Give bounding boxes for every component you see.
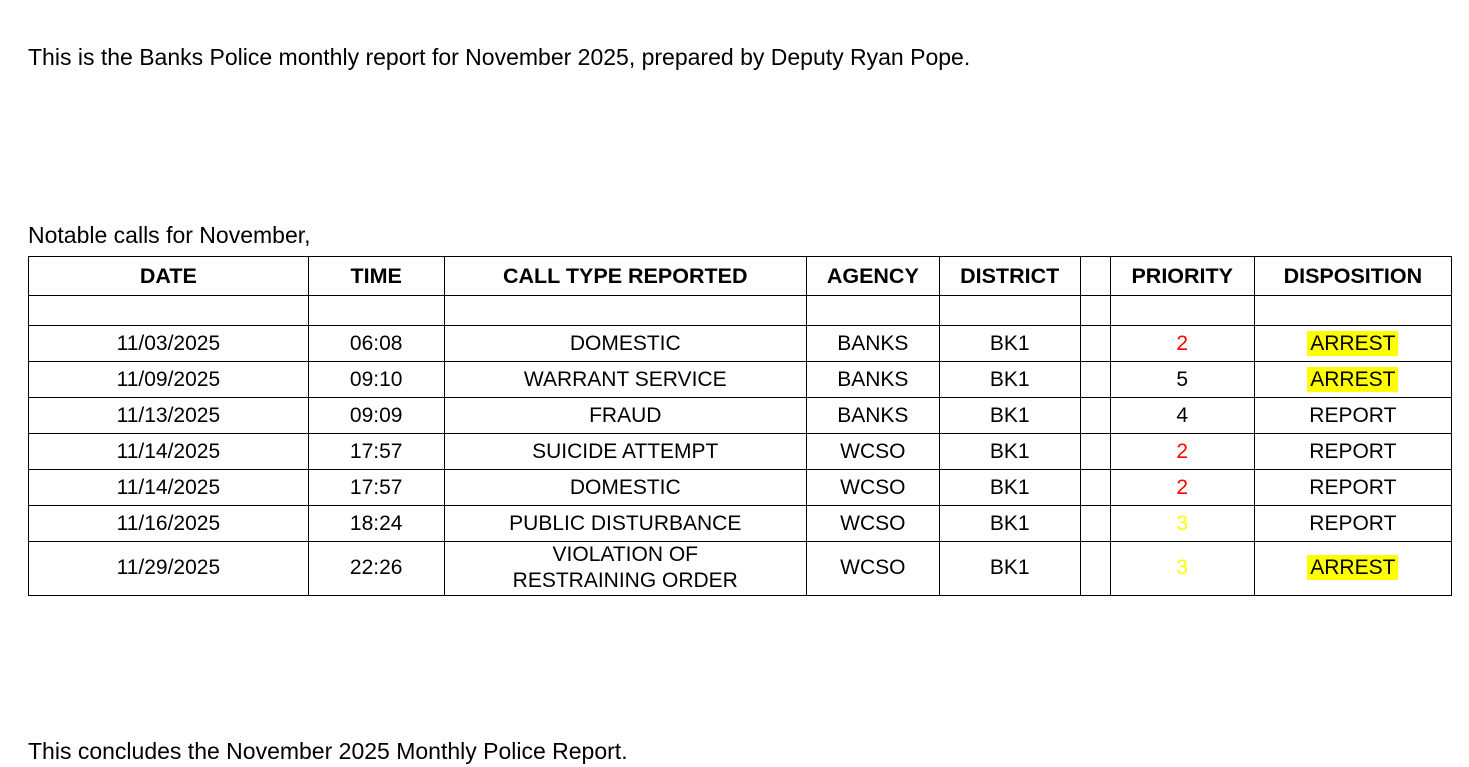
cell-blank xyxy=(1080,362,1110,398)
spacer-cell-blank xyxy=(1080,296,1110,326)
header-district: DISTRICT xyxy=(939,257,1080,296)
cell-agency: WCSO xyxy=(806,542,939,596)
header-blank xyxy=(1080,257,1110,296)
cell-agency: BANKS xyxy=(806,398,939,434)
cell-blank xyxy=(1080,506,1110,542)
spacer-cell-time xyxy=(308,296,444,326)
cell-blank xyxy=(1080,542,1110,596)
spacer-cell-agency xyxy=(806,296,939,326)
header-priority: PRIORITY xyxy=(1110,257,1254,296)
cell-time: 06:08 xyxy=(308,326,444,362)
cell-time: 09:10 xyxy=(308,362,444,398)
cell-call-type: SUICIDE ATTEMPT xyxy=(444,434,806,470)
cell-district: BK1 xyxy=(939,326,1080,362)
disposition-highlight: ARREST xyxy=(1307,555,1398,580)
cell-priority: 5 xyxy=(1110,362,1254,398)
cell-blank xyxy=(1080,326,1110,362)
spacer-cell-disposition xyxy=(1254,296,1451,326)
cell-district: BK1 xyxy=(939,434,1080,470)
cell-agency: BANKS xyxy=(806,326,939,362)
cell-agency: WCSO xyxy=(806,506,939,542)
cell-call-type: DOMESTIC xyxy=(444,326,806,362)
cell-time: 22:26 xyxy=(308,542,444,596)
header-call-type: CALL TYPE REPORTED xyxy=(444,257,806,296)
cell-date: 11/13/2025 xyxy=(29,398,309,434)
cell-priority: 2 xyxy=(1110,434,1254,470)
cell-district: BK1 xyxy=(939,398,1080,434)
cell-agency: WCSO xyxy=(806,470,939,506)
cell-date: 11/14/2025 xyxy=(29,470,309,506)
cell-date: 11/09/2025 xyxy=(29,362,309,398)
cell-priority: 4 xyxy=(1110,398,1254,434)
notable-calls-table-wrapper xyxy=(28,256,1452,596)
cell-disposition: REPORT xyxy=(1254,434,1451,470)
table-row xyxy=(29,362,1452,398)
table-header-row xyxy=(29,257,1452,296)
cell-priority: 3 xyxy=(1110,506,1254,542)
cell-disposition: REPORT xyxy=(1254,398,1451,434)
cell-priority: 2 xyxy=(1110,470,1254,506)
table-row xyxy=(29,470,1452,506)
intro-paragraph: This is the Banks Police monthly report for November 2025, prepared by Deputy Ryan Pope. xyxy=(28,44,971,70)
cell-district: BK1 xyxy=(939,362,1080,398)
header-date: DATE xyxy=(29,257,309,296)
header-time: TIME xyxy=(308,257,444,296)
cell-call-type: FRAUD xyxy=(444,398,806,434)
cell-district: BK1 xyxy=(939,470,1080,506)
cell-blank xyxy=(1080,398,1110,434)
spacer-cell-date xyxy=(29,296,309,326)
cell-date: 11/29/2025 xyxy=(29,542,309,596)
cell-call-type: WARRANT SERVICE xyxy=(444,362,806,398)
cell-time: 18:24 xyxy=(308,506,444,542)
cell-priority: 3 xyxy=(1110,542,1254,596)
cell-disposition: REPORT xyxy=(1254,506,1451,542)
cell-call-type: PUBLIC DISTURBANCE xyxy=(444,506,806,542)
cell-disposition xyxy=(1254,326,1451,362)
table-row xyxy=(29,506,1452,542)
cell-disposition xyxy=(1254,542,1451,596)
spacer-cell-call-type xyxy=(444,296,806,326)
cell-agency: WCSO xyxy=(806,434,939,470)
notable-calls-heading: Notable calls for November, xyxy=(28,222,311,248)
cell-blank xyxy=(1080,470,1110,506)
cell-district: BK1 xyxy=(939,506,1080,542)
cell-date: 11/03/2025 xyxy=(29,326,309,362)
cell-time: 17:57 xyxy=(308,470,444,506)
table-row xyxy=(29,542,1452,596)
spacer-cell-district xyxy=(939,296,1080,326)
call-type-line-2: RESTRAINING ORDER xyxy=(512,569,738,593)
spacer-cell-priority xyxy=(1110,296,1254,326)
table-row xyxy=(29,398,1452,434)
cell-disposition xyxy=(1254,362,1451,398)
header-agency: AGENCY xyxy=(806,257,939,296)
closing-paragraph: This concludes the November 2025 Monthly Police Report. xyxy=(28,738,628,764)
header-disposition: DISPOSITION xyxy=(1254,257,1451,296)
cell-disposition: REPORT xyxy=(1254,470,1451,506)
cell-time: 09:09 xyxy=(308,398,444,434)
cell-call-type: DOMESTIC xyxy=(444,470,806,506)
table-row xyxy=(29,326,1452,362)
cell-date: 11/16/2025 xyxy=(29,506,309,542)
cell-call-type xyxy=(444,542,806,596)
disposition-highlight: ARREST xyxy=(1307,331,1398,356)
disposition-highlight: ARREST xyxy=(1307,367,1398,392)
cell-district: BK1 xyxy=(939,542,1080,596)
table-spacer-row xyxy=(29,296,1452,326)
cell-date: 11/14/2025 xyxy=(29,434,309,470)
notable-calls-table xyxy=(28,256,1452,596)
cell-priority: 2 xyxy=(1110,326,1254,362)
cell-agency: BANKS xyxy=(806,362,939,398)
cell-blank xyxy=(1080,434,1110,470)
table-row xyxy=(29,434,1452,470)
call-type-line-1: VIOLATION OF xyxy=(552,543,698,566)
cell-time: 17:57 xyxy=(308,434,444,470)
